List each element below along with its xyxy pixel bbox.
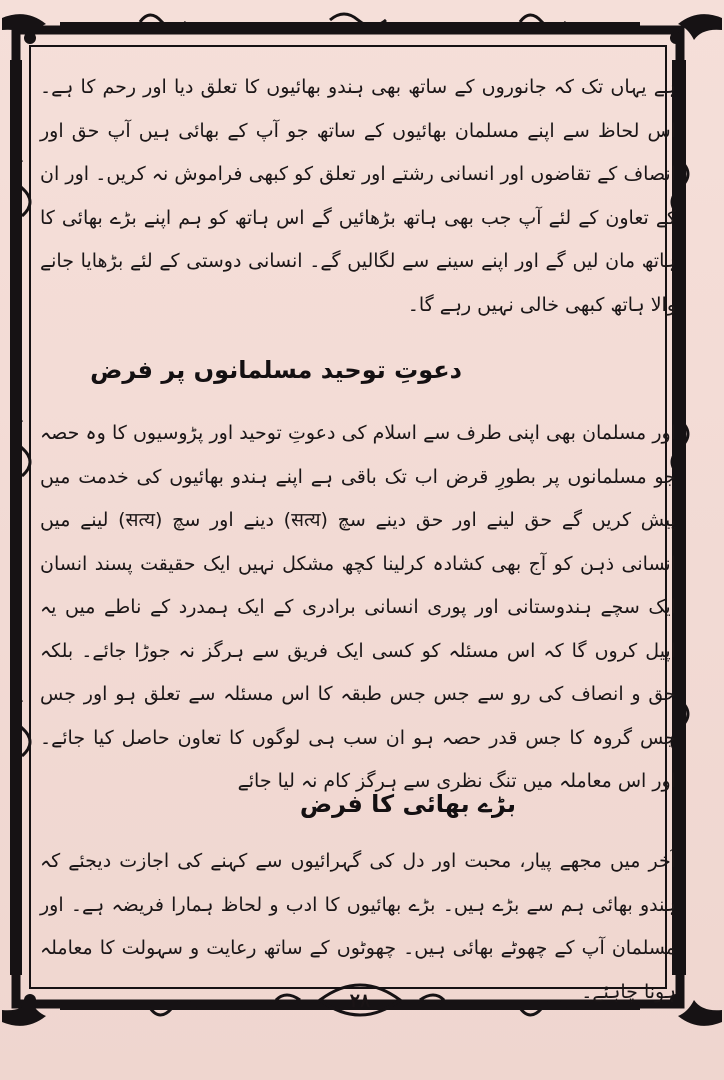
paragraph-intro: ہے یہاں تک کہ جانوروں کے ساتھ بھی ہندو بھائیوں کا تعلق دیا اور رحم کا ہے۔ اس لحاظ سے اپنے مسلمان بھائیوں کے ساتھ جو آپ کے بھائی ہیں آپ حق اور انصاف کے تقاضوں اور انسانی رشتے اور تعلق کو کبھی فراموش نہ کریں۔ اور ان کے تعاون کے لئے آپ جب بھی ہاتھ بڑھائیں گے اس ہاتھ کو ہم اپنے بڑے بھائی کا ہاتھ مان لیں گے اور اپنے سینے سے لگالیں گے۔ انسانی دوستی کے لئے بڑھایا جانے والا ہاتھ کبھی خالی نہیں رہے گا۔ (40, 76, 676, 316)
page-number: ۲۸ (349, 990, 371, 1012)
heading-elder-brother-duty: بڑے بھائی کا فرض (299, 790, 516, 818)
corner-top-right (678, 14, 722, 40)
border-left-band (10, 60, 22, 975)
paragraph-tawheed: اور مسلمان بھی اپنی طرف سے اسلام کی دعوتِ توحید اور پڑوسیوں کا وہ حصہ جو مسلمانوں پر بطورِ قرض اب تک باقی ہے اپنے ہندو بھائیوں کی خدمت میں پیش کریں گے حق لینے اور حق دینے سچ (सत्य) دینے اور سچ (सत्य) لینے میں انسانی ذہن کو آج بھی کشادہ کرلینا کچھ مشکل نہیں ایک حقیقت پسند انسان ایک سچے ہندوستانی اور پوری انسانی برادری کے ایک ہمدرد کے ناطے میں یہ اپیل کروں گا کہ اس مسئلہ کو کسی ایک فریق سے ہرگز نہ جوڑا جائے۔ بلکہ حق و انصاف کی رو سے جس جس طبقہ کا اس مسئلہ سے تعلق ہو اور جس جس گروہ کا جس قدر حصہ ہو ان سب ہی لوگوں کا تعاون حاصل کیا جائے۔ اور اس معاملہ میں تنگ نظری سے ہرگز کام نہ لیا جائے (40, 422, 676, 792)
border-top-band (60, 22, 640, 32)
paragraph-closing: آخر میں مجھے پیار، محبت اور دل کی گہرائیوں سے کہنے کی اجازت دیجئے کہ ہندو بھائی ہم سے بڑے ہیں۔ بڑے بھائیوں کا ادب و لحاظ ہمارا فریضہ ہے۔ اور مسلمان آپ کے چھوٹے بھائی ہیں۔ چھوٹوں کے ساتھ رعایت و سہولت کا معاملہ ہونا چاہئے۔ (40, 850, 676, 1003)
corner-top-left (2, 14, 46, 40)
corner-bottom-right (678, 1000, 722, 1026)
heading-tawheed-duty: دعوتِ توحید مسلمانوں پر فرض (90, 356, 462, 384)
